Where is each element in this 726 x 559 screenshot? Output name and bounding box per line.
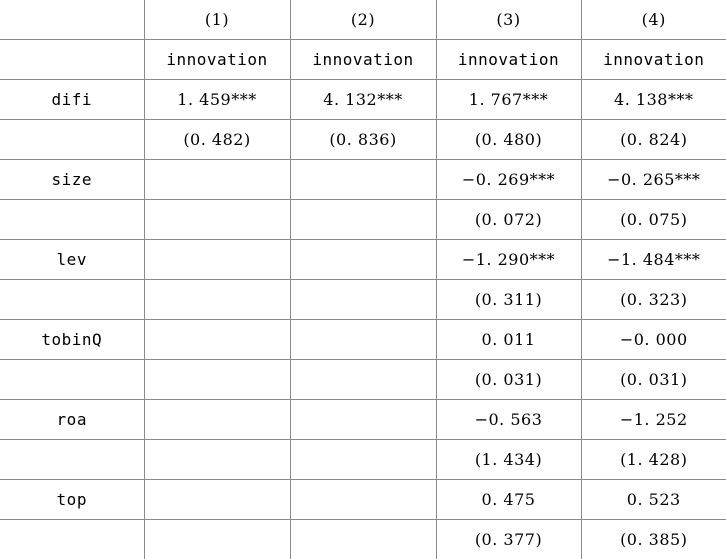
coefficient-difi-3: 1. 767*** <box>436 80 581 120</box>
table-row <box>0 240 726 280</box>
stderr-top-1 <box>144 520 290 559</box>
table-row <box>0 120 726 160</box>
coefficient-top-1 <box>144 480 290 520</box>
dependent-variable-3: innovation <box>436 40 581 80</box>
column-header-2: (2) <box>290 0 436 40</box>
stderr-label-lev <box>0 280 144 320</box>
stderr-size-1 <box>144 200 290 240</box>
table-row <box>0 360 726 400</box>
stderr-lev-1 <box>144 280 290 320</box>
coefficient-roa-1 <box>144 400 290 440</box>
coefficient-size-1 <box>144 160 290 200</box>
coefficient-lev-4: −1. 484*** <box>581 240 726 280</box>
stderr-label-size <box>0 200 144 240</box>
column-header-1: (1) <box>144 0 290 40</box>
stderr-top-4: (0. 385) <box>581 520 726 559</box>
table-row <box>0 80 726 120</box>
variable-label-tobinq: tobinQ <box>0 320 144 360</box>
stderr-size-2 <box>290 200 436 240</box>
stderr-lev-4: (0. 323) <box>581 280 726 320</box>
stderr-label-roa <box>0 440 144 480</box>
dependent-variable-row <box>0 40 726 80</box>
table-row <box>0 200 726 240</box>
table-row <box>0 440 726 480</box>
dependent-variable-2: innovation <box>290 40 436 80</box>
table-row <box>0 160 726 200</box>
coefficient-top-2 <box>290 480 436 520</box>
stderr-tobinq-4: (0. 031) <box>581 360 726 400</box>
coefficient-size-3: −0. 269*** <box>436 160 581 200</box>
coefficient-tobinq-4: −0. 000 <box>581 320 726 360</box>
coefficient-lev-2 <box>290 240 436 280</box>
stderr-roa-3: (1. 434) <box>436 440 581 480</box>
corner-cell <box>0 0 144 40</box>
stderr-label-tobinq <box>0 360 144 400</box>
stderr-top-3: (0. 377) <box>436 520 581 559</box>
coefficient-lev-1 <box>144 240 290 280</box>
variable-label-top: top <box>0 480 144 520</box>
column-header-3: (3) <box>436 0 581 40</box>
coefficient-roa-4: −1. 252 <box>581 400 726 440</box>
stderr-roa-2 <box>290 440 436 480</box>
coefficient-tobinq-1 <box>144 320 290 360</box>
coefficient-top-4: 0. 523 <box>581 480 726 520</box>
variable-label-lev: lev <box>0 240 144 280</box>
coefficient-tobinq-3: 0. 011 <box>436 320 581 360</box>
stderr-size-3: (0. 072) <box>436 200 581 240</box>
variable-label-size: size <box>0 160 144 200</box>
stderr-top-2 <box>290 520 436 559</box>
stderr-roa-1 <box>144 440 290 480</box>
table-row <box>0 480 726 520</box>
stderr-tobinq-1 <box>144 360 290 400</box>
table-row <box>0 280 726 320</box>
table-row <box>0 400 726 440</box>
coefficient-difi-4: 4. 138*** <box>581 80 726 120</box>
coefficient-size-2 <box>290 160 436 200</box>
coefficient-difi-1: 1. 459*** <box>144 80 290 120</box>
coefficient-lev-3: −1. 290*** <box>436 240 581 280</box>
stderr-tobinq-3: (0. 031) <box>436 360 581 400</box>
stderr-label-difi <box>0 120 144 160</box>
stderr-size-4: (0. 075) <box>581 200 726 240</box>
table-header-row <box>0 0 726 40</box>
coefficient-tobinq-2 <box>290 320 436 360</box>
coefficient-roa-3: −0. 563 <box>436 400 581 440</box>
stderr-label-top <box>0 520 144 559</box>
stderr-roa-4: (1. 428) <box>581 440 726 480</box>
column-header-4: (4) <box>581 0 726 40</box>
stderr-difi-3: (0. 480) <box>436 120 581 160</box>
coefficient-difi-2: 4. 132*** <box>290 80 436 120</box>
variable-label-roa: roa <box>0 400 144 440</box>
stderr-difi-1: (0. 482) <box>144 120 290 160</box>
dependent-variable-label-cell <box>0 40 144 80</box>
dependent-variable-1: innovation <box>144 40 290 80</box>
coefficient-top-3: 0. 475 <box>436 480 581 520</box>
stderr-difi-2: (0. 836) <box>290 120 436 160</box>
stderr-tobinq-2 <box>290 360 436 400</box>
stderr-lev-3: (0. 311) <box>436 280 581 320</box>
stderr-difi-4: (0. 824) <box>581 120 726 160</box>
table-row <box>0 520 726 559</box>
dependent-variable-4: innovation <box>581 40 726 80</box>
coefficient-size-4: −0. 265*** <box>581 160 726 200</box>
variable-label-difi: difi <box>0 80 144 120</box>
stderr-lev-2 <box>290 280 436 320</box>
table-row <box>0 320 726 360</box>
coefficient-roa-2 <box>290 400 436 440</box>
